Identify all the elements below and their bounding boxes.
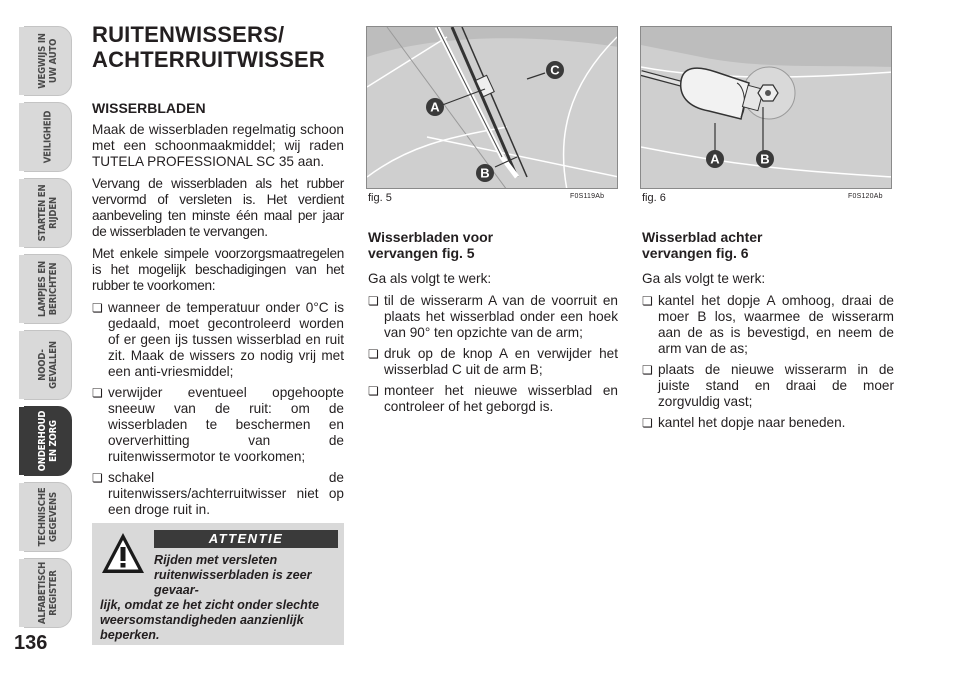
paragraph: Ga als volgt te werk: [368, 271, 492, 286]
tab-label: STARTEN EN RIJDEN [37, 184, 59, 242]
tab-technische[interactable] [24, 482, 72, 552]
fig6-callout-a [706, 150, 724, 168]
list-item: ❏ verwijder eventueel opgehoopte sneeuw van de ruit: om de wisserbladen te beschermen en oververhitting van de ruitenwissermotor te voorkomen; [92, 385, 344, 465]
list-item: ❏ schakel de ruitenwissers/achterruitwisser niet op een droge ruit in. [92, 470, 344, 518]
figure-6-image [640, 26, 892, 189]
title-line: ACHTERRUITWISSER [92, 47, 325, 72]
heading-line: Wisserbladen voor [368, 229, 494, 245]
list-item: ❏ wanneer de temperatuur onder 0°C is gedaald, moet gecontroleerd worden of er geen ijs tussen wisserblad en ruit zit. Maak de wissers zo nodig vrij met een anti-vriesmiddel; [92, 300, 344, 380]
tab-label: VEILIGHEID [42, 110, 54, 164]
warning-text-rest: lijk, omdat ze het zicht onder slechte weersomstandigheden aanzienlijk beperken. [100, 598, 320, 642]
warning-text [100, 553, 340, 643]
title-line: RUITENWISSERS/ [92, 22, 285, 47]
callout-label: A [430, 99, 440, 115]
tab-lampjes[interactable] [24, 254, 72, 324]
page-title [92, 22, 325, 72]
checklist [642, 293, 894, 431]
list-item: ❏ kantel het dopje A omhoog, draai de moer B los, waarmee de wisserarm aan de as is bevestigd, en neem de arm van de as; [642, 293, 894, 357]
tab-label: LAMPJES EN BERICHTEN [37, 261, 59, 317]
heading-line: vervangen fig. 5 [368, 245, 475, 261]
paragraph: Vervang de wisserbladen als het rubber vervormd of versleten is. Het verdient aanbeveling ten minste één maal per jaar de wisserbladen te vervangen. [92, 176, 344, 239]
tab-label: NOOD- GEVALLEN [37, 341, 59, 389]
fig5-callout-a [426, 98, 444, 116]
section-heading: WISSERBLADEN [92, 100, 206, 116]
fig5-callout-c [546, 61, 564, 79]
tab-veiligheid[interactable] [24, 102, 72, 172]
checklist [92, 300, 344, 518]
chapter-tabs [0, 0, 80, 677]
left-column [92, 100, 344, 523]
list-item: ❏ plaats de nieuwe wisserarm in de juiste stand en draai de moer zorgvuldig vast; [642, 362, 894, 410]
middle-column [368, 229, 618, 420]
list-item: ❏ kantel het dopje naar beneden. [642, 415, 894, 431]
callout-label: B [480, 165, 490, 181]
figure-6-code: F0S120Ab [848, 193, 883, 200]
tab-label: TECHNISCHE GEGEVENS [37, 487, 59, 547]
heading-line: Wisserblad achter [642, 229, 763, 245]
checklist [368, 293, 618, 415]
tab-label: ONDERHOUD EN ZORG [37, 410, 59, 472]
tab-starten[interactable] [24, 178, 72, 248]
section-heading [368, 229, 618, 261]
section-heading [642, 229, 894, 261]
fig6-callout-b [756, 150, 774, 168]
warning-text-indented: Rijden met versleten ruitenwisserbladen is zeer gevaar- [154, 553, 312, 597]
right-column [642, 229, 894, 436]
tab-noodgevallen[interactable] [24, 330, 72, 400]
tab-label: WEGWIJS IN UW AUTO [37, 33, 59, 89]
paragraph: Maak de wisserbladen regelmatig schoon met een schoonmaakmiddel; wij raden TUTELA PROFESSIONAL SC 35 aan. [92, 122, 344, 169]
tab-wegwijs[interactable] [24, 26, 72, 96]
list-item: ❏ til de wisserarm A van de voorruit en plaats het wisserblad onder een hoek van 90° ten opzichte van de arm; [368, 293, 618, 341]
callout-label: A [710, 151, 720, 167]
paragraph: Ga als volgt te werk: [642, 271, 766, 286]
list-item: ❏ monteer het nieuwe wisserblad en controleer of het geborgd is. [368, 383, 618, 415]
heading-line: vervangen fig. 6 [642, 245, 749, 261]
fig5-callout-b [476, 164, 494, 182]
page-number: 136 [14, 632, 48, 654]
callout-label: B [760, 151, 770, 167]
figure-5-image [366, 26, 618, 189]
warning-header: ATTENTIE [154, 530, 338, 548]
tab-label: ALFABETISCH REGISTER [37, 561, 59, 625]
paragraph: Met enkele simpele voorzorgsmaatregelen is het mogelijk beschadigingen van het rubber te voorkomen: [92, 246, 344, 293]
figure-6-caption: fig. 6 [642, 192, 666, 204]
tab-onderhoud[interactable] [24, 406, 72, 476]
warning-box [92, 523, 344, 645]
figure-5-code: F0S119Ab [570, 193, 605, 200]
figure-5-caption: fig. 5 [368, 192, 392, 204]
tab-register[interactable] [24, 558, 72, 628]
list-item: ❏ druk op de knop A en verwijder het wisserblad C uit de arm B; [368, 346, 618, 378]
callout-label: C [550, 62, 560, 78]
